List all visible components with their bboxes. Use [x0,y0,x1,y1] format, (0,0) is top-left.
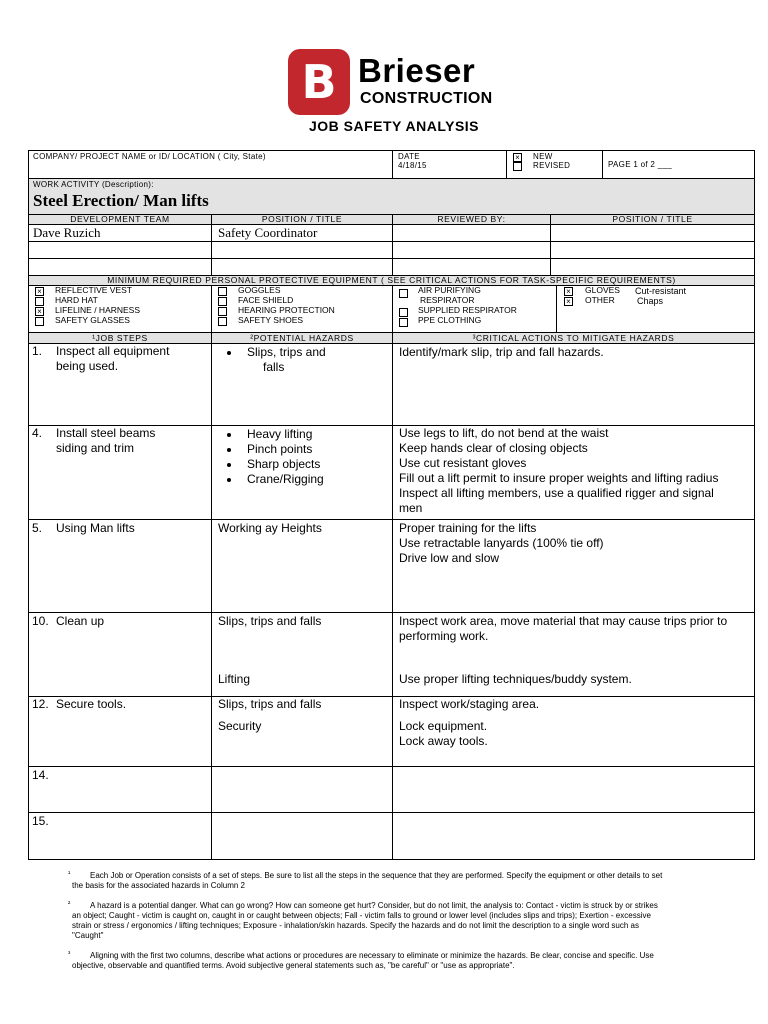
footnote-line: objective, observable and quantified terms. Avoid subjective general statements such as, "be careful" or "use as appropriate". [72,961,515,970]
air-purifying-checkbox[interactable] [399,289,408,298]
footnote-2 [68,901,752,941]
footnote-line: A hazard is a potential danger. What can go wrong? How can someone get hurt? Consider, but do not limit, the analysis to: Contact - victim is struck by or strikes [90,901,658,910]
line [392,332,393,860]
ppe-safety-shoes: SAFETY SHOES [238,315,304,325]
line [602,150,603,178]
step-text: Inspect all equipment [56,344,170,358]
footnote-line: strain or stress / ergonomics / lifting techniques; Exposure - inhalation/skin hazards. Specify the hazards and do not limit the description to a single word such as [72,921,639,930]
ppe-safety-glasses: SAFETY GLASSES [55,315,130,325]
team-member: Dave Ruzich [33,225,101,240]
ppe-lifeline-harness: LIFELINE / HARNESS [55,305,141,315]
action-text: Inspect work/staging area. [399,697,540,711]
job-step-row [32,814,56,829]
step-text: Secure tools. [56,697,127,711]
step-number: 1. [32,344,43,358]
action-text: Lock equipment. [399,719,488,733]
hazard-list [223,427,324,487]
ppe-goggles: GOGGLES [238,285,281,295]
action-text: Identify/mark slip, trip and fall hazards. [399,345,604,359]
lifeline-harness-checkbox[interactable]: × [35,307,44,316]
action-text: Use legs to lift, do not bend at the waist [399,426,609,440]
team-header: DEVELOPMENT TEAM [70,214,170,224]
logo-b-icon: B [301,55,337,109]
hazard-list [223,345,326,360]
footnote-1 [68,871,752,891]
line [392,285,393,332]
action-text: Use proper lifting techniques/buddy system. [399,672,632,686]
step-text: Clean up [56,614,105,628]
brand-subtitle: CONSTRUCTION [360,90,493,107]
gloves-checkbox[interactable]: × [564,287,573,296]
hazards-header: ²POTENTIAL HAZARDS [250,333,354,343]
step-number: 15. [32,814,49,828]
new-label: NEW [533,152,553,161]
brand-name: Brieser [358,52,476,89]
footnote-line: Each Job or Operation consists of a set of steps. Be sure to list all the steps in the sequence that they are performed. Specify the equipment or other details to set [90,871,663,880]
company-logo [288,49,350,115]
footnote-line: "Caught" [72,931,104,940]
job-step-row [32,614,104,629]
step-text: siding and trim [56,441,135,455]
hazard-item: • Pinch points [241,442,324,457]
gloves-note: Cut-resistant [635,286,687,296]
page-label: PAGE 1 of 2 ___ [608,160,672,169]
job-step-row [32,768,56,783]
hazard-text: Slips, trips and falls [218,614,322,628]
ppe-other: OTHER [585,295,615,305]
revised-label: REVISED [533,161,571,170]
reflective-vest-checkbox[interactable]: × [35,287,44,296]
step-number: 5. [32,521,43,535]
company-label: COMPANY/ PROJECT NAME or ID/ LOCATION ( City, State) [33,152,266,161]
footnote-mark: ¹ [68,871,71,878]
job-steps-header: ¹JOB STEPS [92,333,148,343]
date-label: DATE [398,152,420,161]
action-text: performing work. [399,629,489,643]
action-text: Lock away tools. [399,734,488,748]
position-header: POSITION / TITLE [261,214,343,224]
job-step-row [32,344,169,374]
line [28,178,755,179]
step-number: 10. [32,614,49,628]
action-list [399,614,727,644]
line [211,332,212,860]
footnote-mark: ² [68,901,71,908]
footnote-3 [68,951,752,971]
action-list [399,426,718,516]
action-list [399,719,488,749]
safety-shoes-checkbox[interactable] [218,317,227,326]
supplied-respirator-checkbox[interactable] [399,308,408,317]
footnote-mark: ³ [68,951,71,958]
line [211,285,212,332]
line [556,285,557,332]
hard-hat-checkbox[interactable] [35,297,44,306]
other-checkbox[interactable]: × [564,297,573,306]
date-value: 4/18/15 [398,161,427,170]
action-text: Proper training for the lifts [399,521,537,535]
reviewed-header: REVIEWED BY: [437,214,506,224]
ppe-respirator: RESPIRATOR [420,295,475,305]
ppe-hard-hat: HARD HAT [55,295,98,305]
step-text: being used. [56,359,119,373]
hazard-item-continued: falls [263,360,285,374]
ppe-hearing-protection: HEARING PROTECTION [238,305,335,315]
ppe-gloves: GLOVES [585,285,620,295]
hazard-item: • Heavy lifting [241,427,324,442]
hazard-item: • Slips, trips and [241,345,326,360]
action-text: men [399,501,423,515]
ppe-air-purifying: AIR PURIFYING [418,285,481,295]
revised-checkbox[interactable] [513,162,522,171]
ppe-reflective-vest: REFLECTIVE VEST [55,285,132,295]
ppe-clothing: PPE CLOTHING [418,315,482,325]
ppe-supplied-respirator: SUPPLIED RESPIRATOR [418,305,517,315]
job-step-row [32,426,155,456]
safety-glasses-checkbox[interactable] [35,317,44,326]
step-number: 4. [32,426,43,440]
line [506,150,507,178]
ppe-face-shield: FACE SHIELD [238,295,294,305]
hazard-item: • Sharp objects [241,457,324,472]
footnote-line: an object; Caught - victim is caught on, caught in or caught between objects; Fall - victim falls to ground or lower level (includes slips and trips); Exertion - excessive [72,911,651,920]
work-activity-label: WORK ACTIVITY (Description): [33,180,154,189]
step-text: Using Man lifts [56,521,135,535]
hearing-protection-checkbox[interactable] [218,307,227,316]
document-title: JOB SAFETY ANALYSIS [308,118,480,134]
ppe-header: MINIMUM REQUIRED PERSONAL PROTECTIVE EQUIPMENT ( SEE CRITICAL ACTIONS FOR TASK-SPECIFIC REQUIREMENTS) [107,275,676,285]
job-step-row [32,521,135,536]
work-activity-value: Steel Erection/ Man lifts [33,191,209,210]
hazard-text: Slips, trips and falls [218,697,322,711]
action-text: Use retractable lanyards (100% tie off) [399,536,604,550]
job-step-row [32,697,126,712]
other-note: Chaps [637,296,664,306]
action-list [399,521,604,566]
action-text: Keep hands clear of closing objects [399,441,588,455]
action-text: Fill out a lift permit to insure proper weights and lifting radius [399,471,719,485]
team-position: Safety Coordinator [218,225,318,240]
line [392,150,393,178]
hazard-text: Security [218,719,262,733]
step-number: 12. [32,697,49,711]
action-text: Use cut resistant gloves [399,456,527,470]
step-text: Install steel beams [56,426,156,440]
actions-header: ³CRITICAL ACTIONS TO MITIGATE HAZARDS [472,333,675,343]
action-text: Inspect all lifting members, use a qualified rigger and signal [399,486,714,500]
hazard-item: • Crane/Rigging [241,472,324,487]
new-checkbox[interactable]: × [513,153,522,162]
footnote-line: Aligning with the first two columns, describe what actions or procedures are necessary to eliminate or minimize the hazards. Be clear, concise and specific. Use [90,951,654,960]
face-shield-checkbox[interactable] [218,297,227,306]
goggles-checkbox[interactable] [218,287,227,296]
footnote-line: the basis for the associated hazards in Column 2 [72,881,245,890]
position-header-2: POSITION / TITLE [612,214,693,224]
hazard-text: Lifting [218,672,251,686]
action-text: Inspect work area, move material that may cause trips prior to [399,614,728,628]
step-number: 14. [32,768,49,782]
ppe-clothing-checkbox[interactable] [399,318,408,327]
hazard-text: Working ay Heights [218,521,322,535]
action-text: Drive low and slow [399,551,500,565]
